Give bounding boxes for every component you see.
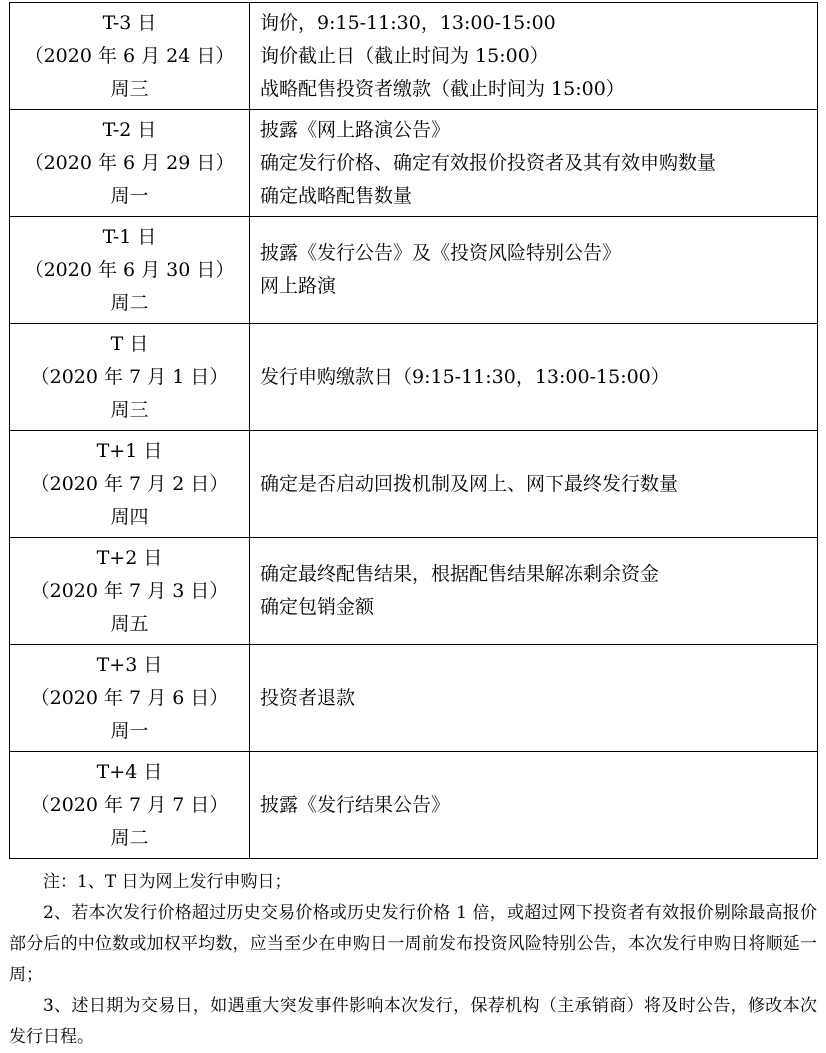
- event-item: 确定包销金额: [260, 596, 375, 618]
- event-item: 网上路演: [260, 275, 337, 297]
- date-cell: [10, 431, 250, 538]
- date-cell: [10, 324, 250, 431]
- calendar-date: （2020 年 6 月 30 日）: [24, 258, 235, 281]
- event-cell: [250, 110, 818, 217]
- table-row: [10, 217, 818, 324]
- trading-day: T-2 日: [102, 118, 157, 141]
- calendar-date: （2020 年 7 月 1 日）: [30, 365, 229, 388]
- calendar-date: （2020 年 7 月 6 日）: [30, 686, 229, 709]
- note-item: 注：1、T 日为网上发行申购日；: [43, 872, 292, 892]
- schedule-notes: [9, 867, 817, 1053]
- calendar-date: （2020 年 7 月 3 日）: [30, 579, 229, 602]
- calendar-date: （2020 年 7 月 7 日）: [30, 793, 229, 816]
- date-cell: [10, 3, 250, 110]
- schedule-body: [10, 3, 818, 859]
- event-item: 战略配售投资者缴款（截止时间为 15:00）: [260, 77, 625, 100]
- event-cell: [250, 431, 818, 538]
- trading-day: T+2 日: [96, 546, 163, 569]
- trading-day: T-1 日: [102, 225, 157, 248]
- table-row: [10, 3, 818, 110]
- date-cell: [10, 217, 250, 324]
- weekday: 周一: [110, 719, 149, 742]
- weekday: 周二: [110, 291, 149, 314]
- weekday: 周二: [110, 826, 149, 849]
- event-item: 询价，9:15-11:30，13:00-15:00: [260, 11, 556, 34]
- event-cell: [250, 324, 818, 431]
- calendar-date: （2020 年 6 月 29 日）: [24, 151, 235, 174]
- event-cell: [250, 752, 818, 859]
- event-item: 披露《发行公告》及《投资风险特别公告》: [260, 242, 622, 264]
- event-cell: [250, 645, 818, 752]
- date-cell: [10, 645, 250, 752]
- event-cell: [250, 217, 818, 324]
- table-row: [10, 110, 818, 217]
- weekday: 周五: [110, 612, 149, 635]
- issuance-schedule-table: [9, 2, 818, 859]
- trading-day: T+3 日: [96, 653, 163, 676]
- table-row: [10, 431, 818, 538]
- event-item: 发行申购缴款日（9:15-11:30，13:00-15:00）: [260, 365, 670, 388]
- event-item: 询价截止日（截止时间为 15:00）: [260, 44, 549, 67]
- event-item: 披露《网上路演公告》: [260, 118, 451, 141]
- weekday: 周三: [110, 398, 149, 421]
- calendar-date: （2020 年 7 月 2 日）: [30, 472, 229, 495]
- weekday: 周一: [110, 184, 149, 207]
- event-item: 确定是否启动回拨机制及网上、网下最终发行数量: [260, 472, 679, 495]
- weekday: 周三: [110, 77, 149, 100]
- event-item: 披露《发行结果公告》: [260, 793, 451, 816]
- date-cell: [10, 110, 250, 217]
- event-item: 投资者退款: [260, 686, 356, 709]
- date-cell: [10, 538, 250, 645]
- event-cell: [250, 3, 818, 110]
- table-row: [10, 752, 818, 859]
- note-item: 3、述日期为交易日，如遇重大突发事件影响本次发行，保荐机构（主承销商）将及时公告，修改本次发行日程。: [9, 996, 817, 1047]
- trading-day: T+4 日: [96, 760, 163, 783]
- table-row: [10, 538, 818, 645]
- event-item: 确定发行价格、确定有效报价投资者及其有效申购数量: [260, 151, 717, 174]
- event-item: 确定最终配售结果，根据配售结果解冻剩余资金: [260, 563, 660, 585]
- weekday: 周四: [110, 505, 149, 528]
- trading-day: T 日: [110, 332, 149, 355]
- trading-day: T+1 日: [96, 439, 163, 462]
- event-cell: [250, 538, 818, 645]
- table-row: [10, 645, 818, 752]
- trading-day: T-3 日: [102, 11, 157, 34]
- table-row: [10, 324, 818, 431]
- calendar-date: （2020 年 6 月 24 日）: [24, 44, 235, 67]
- note-item: 2、若本次发行价格超过历史交易价格或历史发行价格 1 倍，或超过网下投资者有效报价剔除最高报价部分后的中位数或加权平均数，应当至少在申购日一周前发布投资风险特别公告，本次发行申购日将顺延一周；: [9, 903, 817, 985]
- event-item: 确定战略配售数量: [260, 184, 413, 207]
- date-cell: [10, 752, 250, 859]
